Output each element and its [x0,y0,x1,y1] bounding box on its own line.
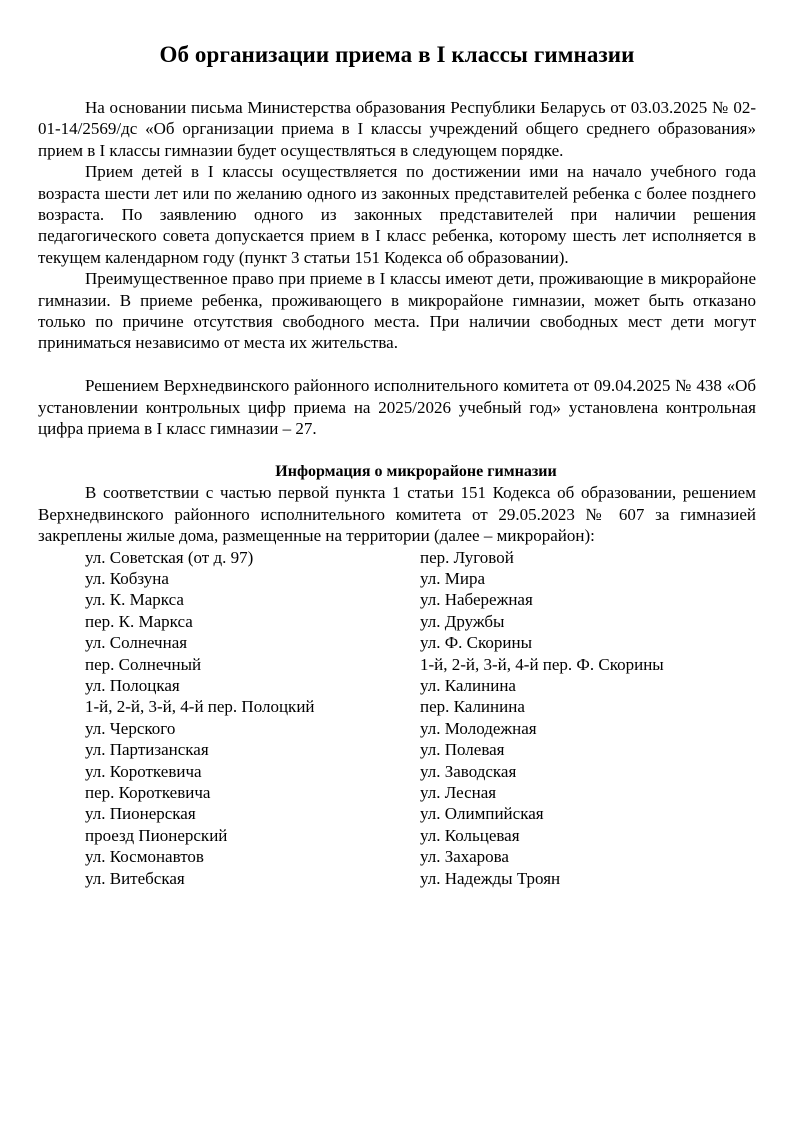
paragraph-control-figure: Решением Верхнедвинского районного исполнительного комитета от 09.04.2025 № 438 «Об установлении контрольных цифр приема на 2025/2026 учебный год» установлена контрольная цифра приема в I класс гимназии – 27. [38,376,756,439]
street-list-item: ул. Солнечная [85,633,188,653]
street-list-item: ул. Лесная [420,782,497,802]
street-list-item: ул. Набережная [420,590,533,610]
street-list-item: ул. Полоцкая [85,675,180,695]
street-list-item: проезд Пионерский [85,825,228,845]
street-list-item: пер. Калинина [420,697,525,717]
paragraph-admission-age: Прием детей в I классы осуществляется по достижении ими на начало учебного года возраста шести лет или по желанию одного из законных представителей ребенка с более позднего возраста. По заявлению одного из законных представителей при наличии решения педагогического совета допускается прием в I класс ребенка, которому шесть лет исполняется в текущем календарном году (пункт 3 статьи 151 Кодекса об образовании). [38,162,756,267]
street-list-left-column [85,547,420,890]
document-page [38,38,756,889]
street-list-item: пер. Луговой [420,547,514,567]
paragraph-spacer [38,354,756,375]
street-list-item: 1-й, 2-й, 3-й, 4-й пер. Ф. Скорины [420,654,664,674]
street-list-item: 1-й, 2-й, 3-й, 4-й пер. Полоцкий [85,697,315,717]
street-list-item: ул. Советская (от д. 97) [85,547,254,567]
paragraph-spacer [38,439,756,460]
street-list-item: ул. Молодежная [420,718,537,738]
street-list-item: ул. Кольцевая [420,825,520,845]
street-list-item: ул. Калинина [420,675,516,695]
paragraph-assigned-houses: В соответствии с частью первой пункта 1 статьи 151 Кодекса об образовании, решением Верхнедвинского районного исполнительного комитета от 29.05.2023 № 607 за гимназией закреплены жилые дома, размещенные на территории (далее – микрорайон): [38,483,756,546]
street-list-item: пер. Солнечный [85,654,202,674]
street-list-item: ул. Пионерская [85,804,196,824]
paragraph-ministry-letter: На основании письма Министерства образования Республики Беларусь от 03.03.2025 № 02-01-14/2569/дс «Об организации приема в I классы учреждений общего среднего образования» прием в I классы гимназии будет осуществляться в следующем порядке. [38,98,756,160]
street-list-right-column [420,547,740,890]
street-list-item: пер. К. Маркса [85,611,193,631]
street-list-item: ул. Партизанская [85,740,209,760]
paragraph-priority-right: Преимущественное право при приеме в I классы имеют дети, проживающие в микрорайоне гимназии. В приеме ребенка, проживающего в микрорайоне гимназии, может быть отказано только по причине отсутствия свободного места. При наличии свободных мест дети могут приниматься независимо от места их жительства. [38,269,756,353]
street-list-item: ул. Ф. Скорины [420,633,533,653]
street-list-item: ул. Космонавтов [85,847,204,867]
document-body [38,97,756,889]
street-list-item: ул. Мира [420,568,485,588]
street-list-item: ул. Кобзуна [85,568,169,588]
street-list-item: ул. Дружбы [420,611,505,631]
street-list [38,547,756,890]
street-list-item: ул. Короткевича [85,761,202,781]
street-list-item: ул. Олимпийская [420,804,544,824]
street-list-item: ул. Полевая [420,740,505,760]
street-list-item: ул. Витебская [85,868,185,888]
street-list-item: ул. Захарова [420,847,509,867]
street-list-item: ул. К. Маркса [85,590,184,610]
street-list-item: пер. Короткевича [85,782,211,802]
street-list-item: ул. Надежды Троян [420,868,561,888]
microdistrict-heading: Информация о микрорайоне гимназии [275,462,557,480]
document-title: Об организации приема в I классы гимназии [159,42,635,67]
street-list-item: ул. Черского [85,718,176,738]
street-list-item: ул. Заводская [420,761,517,781]
